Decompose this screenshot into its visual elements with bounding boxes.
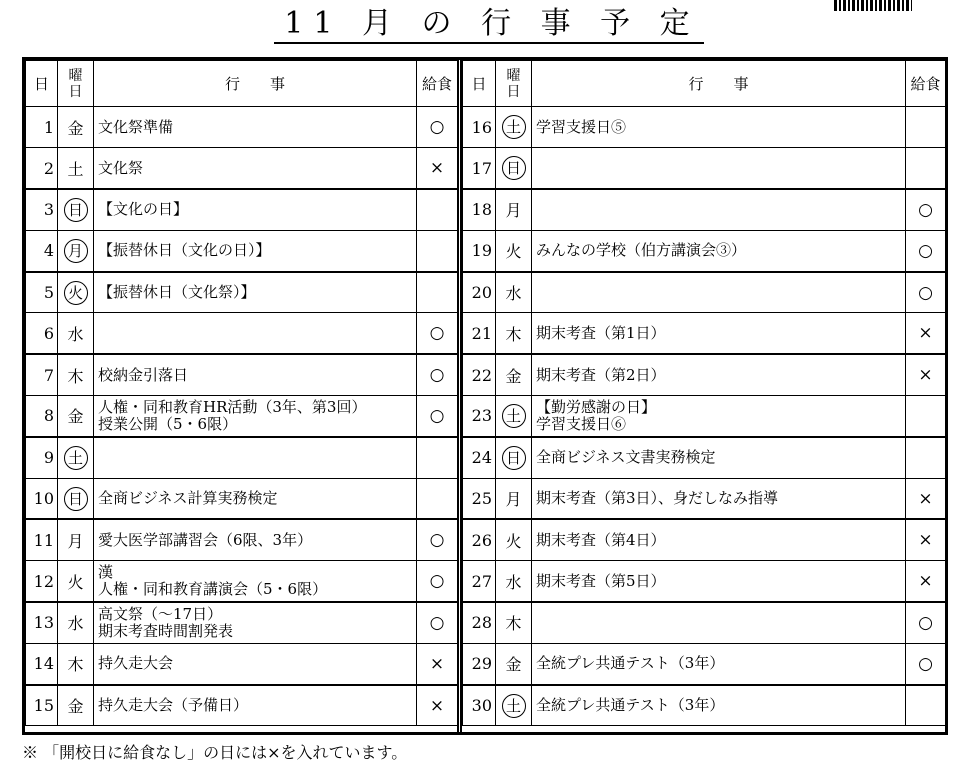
event-cell [532, 643, 906, 684]
event-line: 期末考査（第1日） [536, 323, 666, 342]
event-cell [94, 519, 417, 560]
event-line: 漢 [98, 563, 114, 582]
event-line: 期末考査（第3日）、身だしなみ指導 [536, 489, 779, 508]
table-row [26, 189, 458, 230]
circled-weekday: 土 [502, 694, 526, 718]
event-cell [532, 230, 906, 271]
circled-weekday: 土 [502, 115, 526, 139]
event-cell [532, 561, 906, 602]
day-cell: 5 [26, 272, 58, 313]
meal-cell: ○ [417, 561, 458, 602]
meal-cell [417, 189, 458, 230]
weekday-cell [58, 643, 94, 684]
weekday-label: 金 [505, 655, 522, 675]
weekday-label: 金 [505, 366, 522, 386]
event-cell [532, 519, 906, 560]
table-row [463, 272, 946, 313]
event-cell [94, 437, 417, 478]
day-cell: 30 [463, 685, 496, 726]
table-row [26, 272, 458, 313]
meal-cell: ○ [906, 602, 946, 643]
weekday-label: 金 [67, 697, 84, 717]
event-cell [94, 107, 417, 148]
weekday-label: 木 [67, 655, 84, 675]
table-row [463, 107, 946, 148]
meal-cell: ○ [417, 354, 458, 395]
table-row [463, 478, 946, 519]
event-line: 【振替休日（文化祭）】 [98, 283, 256, 302]
weekday-label: 水 [67, 324, 84, 344]
weekday-label: 水 [505, 572, 522, 592]
meal-cell: × [906, 478, 946, 519]
weekday-cell [58, 685, 94, 726]
day-cell: 7 [26, 354, 58, 395]
event-line: 持久走大会（予備日） [98, 696, 249, 715]
table-row [26, 519, 458, 560]
event-cell [532, 313, 906, 354]
event-line: 全商ビジネス文書実務検定 [536, 448, 716, 467]
weekday-cell [496, 313, 532, 354]
day-cell: 9 [26, 437, 58, 478]
day-cell: 4 [26, 230, 58, 271]
circled-weekday: 土 [502, 404, 526, 428]
event-cell [532, 148, 906, 189]
table-row [463, 396, 946, 437]
day-cell: 11 [26, 519, 58, 560]
event-line: 【文化の日】 [98, 200, 189, 219]
event-cell [532, 396, 906, 437]
event-line: 高文祭（～17日） [98, 604, 223, 623]
table-row [463, 354, 946, 395]
meal-cell: ○ [417, 313, 458, 354]
weekday-cell [58, 602, 94, 643]
event-line: 学習支援日⑤ [536, 117, 627, 136]
header-meal: 給食 [417, 61, 458, 107]
schedule-right-half [462, 60, 945, 732]
event-line: 期末考査（第2日） [536, 365, 666, 384]
event-cell [94, 272, 417, 313]
header-event: 行 事 [532, 61, 906, 107]
meal-cell [906, 107, 946, 148]
weekday-cell [58, 478, 94, 519]
weekday-cell [496, 602, 532, 643]
table-row [463, 437, 946, 478]
weekday-cell [58, 561, 94, 602]
event-cell [94, 313, 417, 354]
weekday-label: 火 [67, 572, 84, 592]
table-row [463, 685, 946, 726]
weekday-cell [58, 189, 94, 230]
day-cell: 6 [26, 313, 58, 354]
weekday-cell [496, 354, 532, 395]
day-cell: 24 [463, 437, 496, 478]
weekday-cell [496, 643, 532, 684]
weekday-label: 水 [67, 614, 84, 634]
table-row [26, 354, 458, 395]
event-cell [94, 602, 417, 643]
event-line: 人権・同和教育講演会（5・6限） [98, 580, 328, 599]
weekday-label: 土 [67, 159, 84, 179]
weekday-cell [58, 437, 94, 478]
meal-cell [417, 230, 458, 271]
footnote: ※ 「開校日に給食なし」の日には×を入れています。 [22, 743, 408, 762]
event-cell [94, 354, 417, 395]
table-row [26, 107, 458, 148]
schedule-left-half [25, 60, 457, 732]
table-row [26, 643, 458, 684]
circled-weekday: 日 [502, 156, 526, 180]
event-cell [532, 685, 906, 726]
event-line: みんなの学校（伯方講演会③） [536, 241, 747, 260]
weekday-label: 月 [67, 531, 84, 551]
weekday-cell [58, 519, 94, 560]
circled-weekday: 日 [64, 487, 88, 511]
event-cell [532, 107, 906, 148]
event-cell [94, 643, 417, 684]
event-line: 校納金引落日 [98, 365, 189, 384]
day-cell: 29 [463, 643, 496, 684]
weekday-cell [496, 189, 532, 230]
event-line: 持久走大会 [98, 654, 174, 673]
meal-cell: ○ [906, 189, 946, 230]
day-cell: 23 [463, 396, 496, 437]
day-cell: 15 [26, 685, 58, 726]
meal-cell: × [417, 148, 458, 189]
event-cell [94, 685, 417, 726]
weekday-cell [496, 107, 532, 148]
event-cell [532, 437, 906, 478]
day-cell: 3 [26, 189, 58, 230]
meal-cell [906, 685, 946, 726]
event-cell [532, 354, 906, 395]
weekday-cell [58, 354, 94, 395]
weekday-cell [58, 107, 94, 148]
weekday-label: 木 [505, 614, 522, 634]
meal-cell: × [906, 519, 946, 560]
event-line: 【振替休日（文化の日）】 [98, 241, 271, 260]
weekday-label: 月 [505, 490, 522, 510]
table-row [463, 519, 946, 560]
weekday-label: 金 [67, 118, 84, 138]
day-cell: 12 [26, 561, 58, 602]
event-line: 全商ビジネス計算実務検定 [98, 489, 278, 508]
circled-weekday: 日 [502, 446, 526, 470]
table-row [463, 313, 946, 354]
circled-weekday: 火 [64, 281, 88, 305]
table-row [26, 478, 458, 519]
meal-cell [417, 272, 458, 313]
event-cell [94, 561, 417, 602]
meal-cell: ○ [417, 396, 458, 437]
day-cell: 14 [26, 643, 58, 684]
meal-cell: ○ [906, 643, 946, 684]
table-row [26, 313, 458, 354]
day-cell: 28 [463, 602, 496, 643]
event-line: 全統プレ共通テスト（3年） [536, 696, 725, 715]
circled-weekday: 土 [64, 446, 88, 470]
weekday-label: 木 [505, 324, 522, 344]
meal-cell: × [906, 354, 946, 395]
weekday-label: 金 [67, 407, 84, 427]
day-cell: 10 [26, 478, 58, 519]
day-cell: 25 [463, 478, 496, 519]
meal-cell [906, 148, 946, 189]
table-row [463, 230, 946, 271]
weekday-cell [496, 437, 532, 478]
event-line: 期末考査（第5日） [536, 571, 666, 590]
table-row [463, 561, 946, 602]
meal-cell: × [417, 685, 458, 726]
day-cell: 16 [463, 107, 496, 148]
event-line: 期末考査（第4日） [536, 530, 666, 549]
weekday-cell [496, 685, 532, 726]
meal-cell: ○ [417, 519, 458, 560]
event-cell [94, 189, 417, 230]
event-cell [94, 396, 417, 437]
day-cell: 1 [26, 107, 58, 148]
table-row [463, 643, 946, 684]
day-cell: 18 [463, 189, 496, 230]
meal-cell: × [417, 643, 458, 684]
header-event: 行 事 [94, 61, 417, 107]
weekday-label: 木 [67, 366, 84, 386]
header-day: 日 [26, 61, 58, 107]
weekday-cell [496, 478, 532, 519]
event-line: 【勤労感謝の日】 [536, 397, 657, 416]
day-cell: 21 [463, 313, 496, 354]
event-line: 文化祭 [98, 158, 144, 177]
weekday-cell [496, 148, 532, 189]
weekday-cell [58, 396, 94, 437]
meal-cell: × [906, 561, 946, 602]
event-line: 人権・同和教育HR活動（3年、第3回） [98, 397, 367, 416]
event-cell [532, 272, 906, 313]
event-cell [94, 478, 417, 519]
weekday-label: 火 [505, 531, 522, 551]
weekday-cell [58, 148, 94, 189]
weekday-cell [58, 313, 94, 354]
event-line: 期末考査時間割発表 [98, 621, 234, 640]
event-line: 愛大医学部講習会（6限、3年） [98, 530, 313, 549]
weekday-cell [496, 519, 532, 560]
header-weekday: 曜 日 [496, 61, 532, 107]
weekday-label: 月 [505, 201, 522, 221]
table-row [26, 685, 458, 726]
schedule-table [22, 57, 948, 735]
meal-cell: ○ [417, 107, 458, 148]
table-row [26, 602, 458, 643]
header-day: 日 [463, 61, 496, 107]
weekday-label: 水 [505, 284, 522, 304]
day-cell: 27 [463, 561, 496, 602]
meal-cell [417, 478, 458, 519]
header-weekday: 曜 日 [58, 61, 94, 107]
event-line: 文化祭準備 [98, 117, 174, 136]
day-cell: 22 [463, 354, 496, 395]
meal-cell [417, 437, 458, 478]
event-cell [94, 230, 417, 271]
page-title: 11 月 の 行 事 予 定 [0, 2, 978, 46]
weekday-cell [58, 272, 94, 313]
weekday-cell [496, 561, 532, 602]
day-cell: 13 [26, 602, 58, 643]
meal-cell [906, 396, 946, 437]
event-cell [532, 602, 906, 643]
day-cell: 20 [463, 272, 496, 313]
table-row [463, 189, 946, 230]
day-cell: 17 [463, 148, 496, 189]
weekday-cell [496, 230, 532, 271]
event-cell [532, 189, 906, 230]
table-row [26, 561, 458, 602]
meal-cell [906, 437, 946, 478]
weekday-label: 火 [505, 242, 522, 262]
day-cell: 8 [26, 396, 58, 437]
table-row [26, 437, 458, 478]
event-cell [532, 478, 906, 519]
circled-weekday: 月 [64, 239, 88, 263]
day-cell: 26 [463, 519, 496, 560]
header-meal: 給食 [906, 61, 946, 107]
weekday-cell [58, 230, 94, 271]
meal-cell: ○ [906, 230, 946, 271]
meal-cell: × [906, 313, 946, 354]
day-cell: 2 [26, 148, 58, 189]
circled-weekday: 日 [64, 198, 88, 222]
event-line: 学習支援日⑥ [536, 414, 627, 433]
table-row [26, 148, 458, 189]
event-line: 全統プレ共通テスト（3年） [536, 654, 725, 673]
weekday-cell [496, 272, 532, 313]
table-row [463, 148, 946, 189]
table-row [26, 230, 458, 271]
table-row [463, 602, 946, 643]
table-row [26, 396, 458, 437]
meal-cell: ○ [417, 602, 458, 643]
weekday-cell [496, 396, 532, 437]
qr-code-icon [834, 0, 912, 11]
event-line: 授業公開（5・6限） [98, 414, 238, 433]
meal-cell: ○ [906, 272, 946, 313]
event-cell [94, 148, 417, 189]
day-cell: 19 [463, 230, 496, 271]
